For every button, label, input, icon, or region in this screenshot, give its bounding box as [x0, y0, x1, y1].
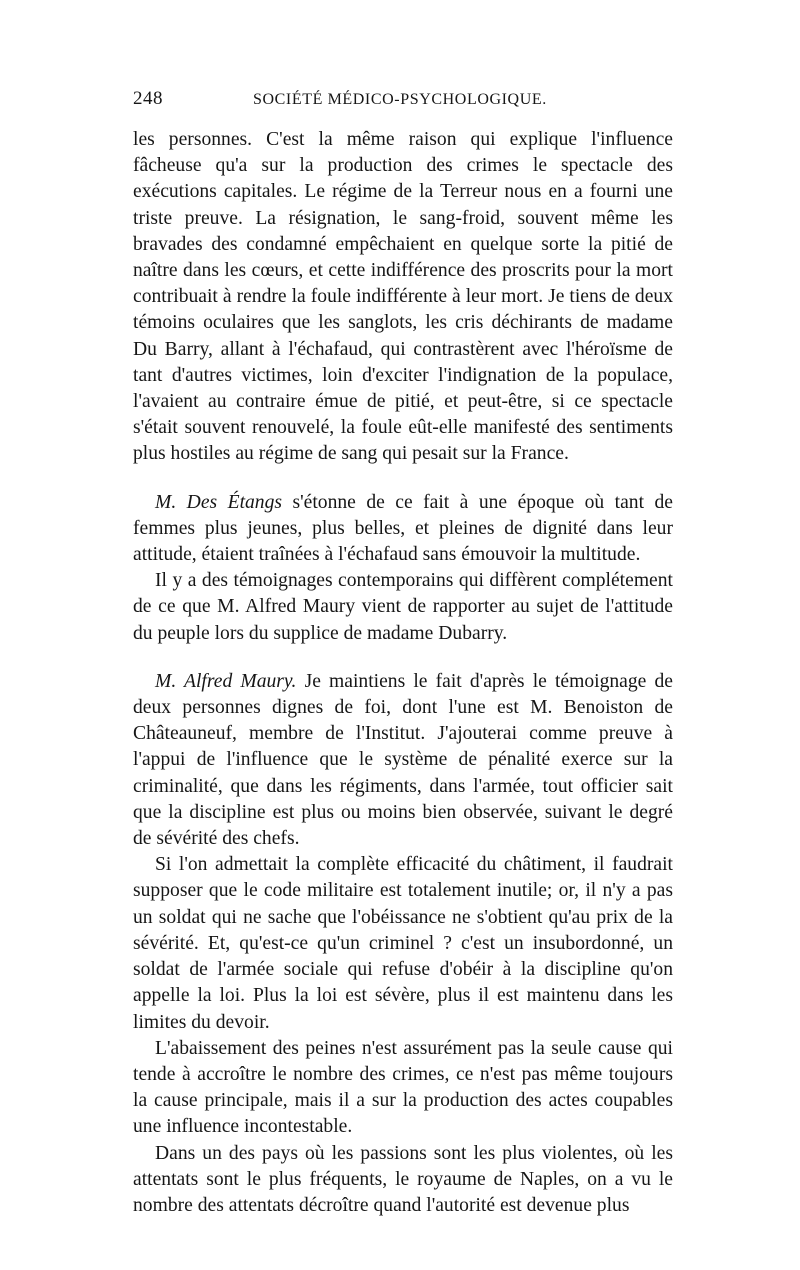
- paragraph-text: Si l'on admettait la complète efficacité du châtiment, il faudrait supposer que le code militaire est totalement inutile; or, il n'y a pas un soldat qui ne sache que l'obéissance ne s'obtient qu'au prix de la sévérité. Et, qu'est-ce qu'un criminel ? c'est un insubordonné, un soldat de l'armée sociale qui refuse d'obéir à la discipline qu'on appelle la loi. Plus la loi est sévère, plus il est maintenu dans les limites du devoir.: [133, 854, 673, 1033]
- book-page: [133, 88, 673, 1219]
- paragraph-testimonies: [133, 568, 673, 647]
- paragraph-text: s'étonne de ce fait à une époque où tant de femmes plus jeunes, plus belles, et pleines de dignité dans leur attitude, étaient traînées à l'échafaud sans émouvoir la multitude.: [133, 491, 673, 566]
- page-number: 248: [133, 88, 163, 109]
- paragraph-gap: [133, 647, 673, 669]
- running-head: [133, 88, 673, 122]
- paragraph-naples: [133, 1141, 673, 1220]
- paragraph-gap: [133, 468, 673, 490]
- paragraph-text: les personnes. C'est la même raison qui explique l'influence fâcheuse qu'a sur la production des crimes le spectacle des exécutions capitales. Le régime de la Terreur nous en a fourni une triste preuve. La résignation, le sang-froid, souvent même les bravades des condamné empêchaient en quelque sorte la pitié de naître dans les cœurs, et cette indifférence des proscrits pour la mort contribuait à rendre la foule indifférente à leur mort. Je tiens de deux témoins oculaires que les sanglots, les cris déchirants de madame Du Barry, allant à l'échafaud, qui contrastèrent avec l'héroïsme de tant d'autres victimes, loin d'exciter l'indignation de la populace, l'avaient au contraire émue de pitié, et peut-être, si ce spectacle s'était souvent renouvelé, la foule eût-elle manifesté des sentiments plus hostiles au régime de sang qui pesait sur la France.: [133, 129, 673, 465]
- paragraph-text: Il y a des témoignages contemporains qui diffèrent complétement de ce que M. Alfred Maury vient de rapporter au sujet de l'attitude du peuple lors du supplice de madame Dubarry.: [133, 570, 673, 644]
- paragraph-des-etangs: [133, 490, 673, 569]
- speaker-name: M. Alfred Maury.: [155, 670, 297, 692]
- paragraph-continuation: [133, 127, 673, 468]
- speaker-name: M. Des Étangs: [155, 491, 283, 513]
- body-text: [133, 127, 673, 1219]
- running-title: SOCIÉTÉ MÉDICO-PSYCHOLOGIQUE.: [253, 91, 547, 108]
- paragraph-maury: [133, 669, 673, 852]
- paragraph-military-code: [133, 852, 673, 1035]
- paragraph-text: Je maintiens le fait d'après le témoignage de deux personnes dignes de foi, dont l'une est M. Benoiston de Châteauneuf, membre de l'Institut. J'ajouterai comme preuve à l'appui de l'influence que le système de pénalité exerce sur la criminalité, que dans les régiments, dans l'armée, tout officier sait que la discipline est plus ou moins bien observée, suivant le degré de sévérité des chefs.: [133, 670, 674, 850]
- paragraph-lowering-penalties: [133, 1036, 673, 1141]
- paragraph-text: L'abaissement des peines n'est assurément pas la seule cause qui tende à accroître le nombre des crimes, ce n'est pas même toujours la cause principale, mais il a sur la production des actes coupables une influence incontestable.: [133, 1037, 673, 1138]
- paragraph-text: Dans un des pays où les passions sont les plus violentes, où les attentats sont le plus fréquents, le royaume de Naples, on a vu le nombre des attentats décroître quand l'autorité est devenue plus: [133, 1142, 673, 1216]
